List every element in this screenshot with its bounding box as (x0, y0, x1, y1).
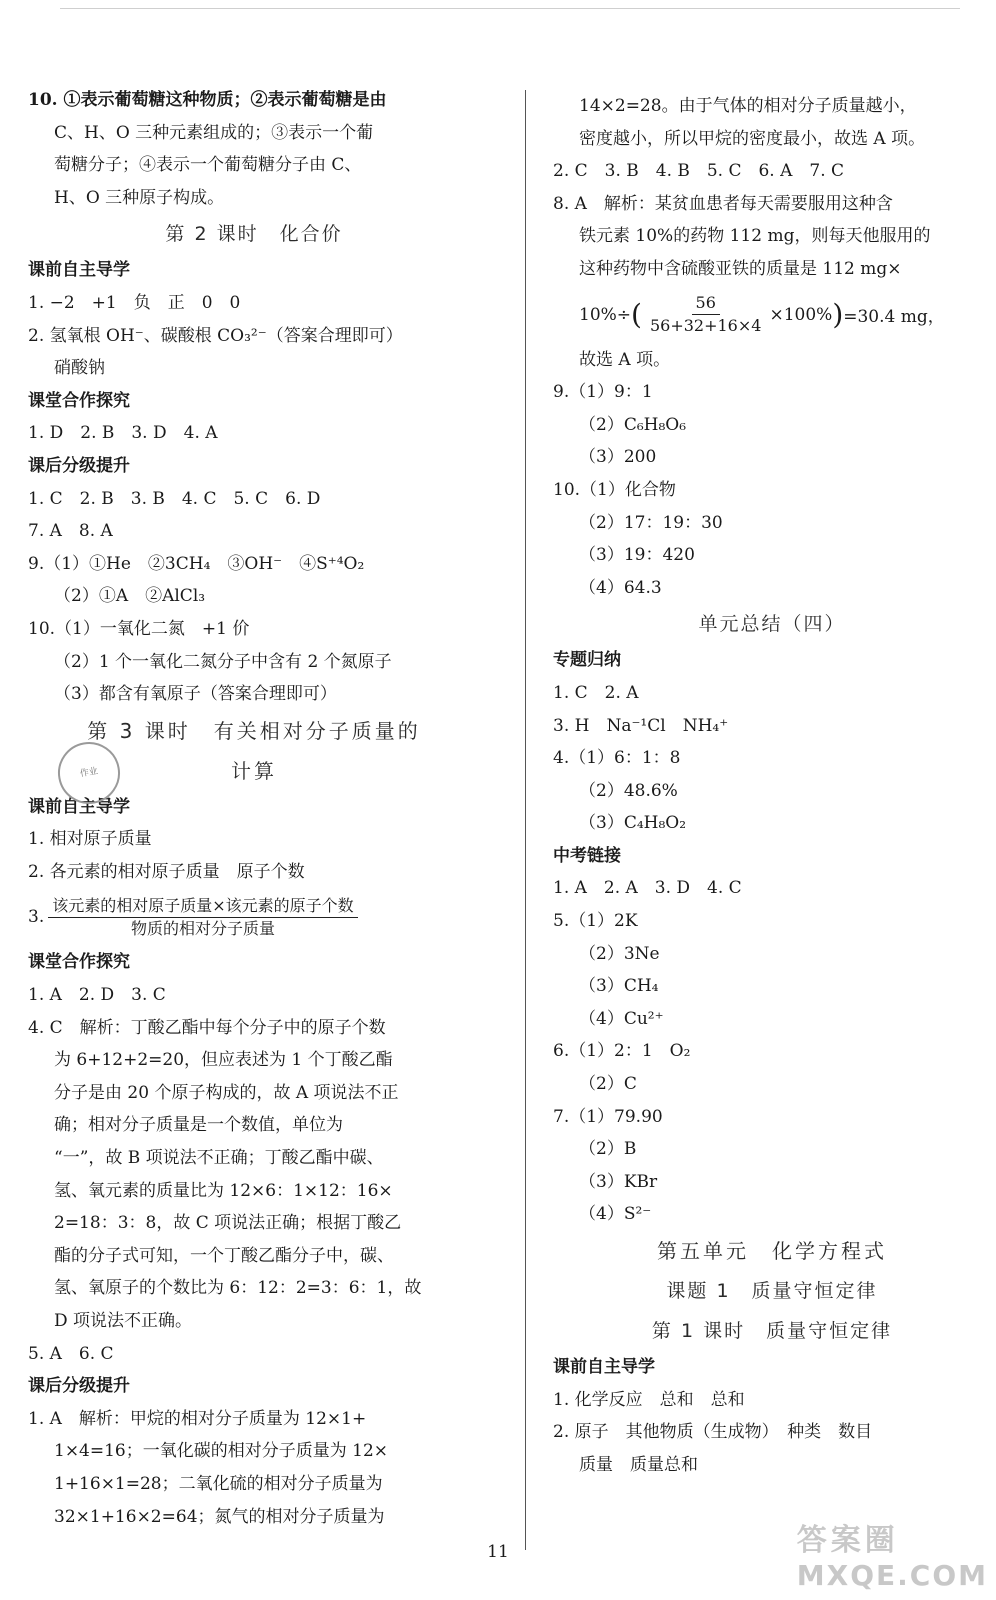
answer-line: 1. −2 +1 负 正 0 0 (28, 292, 241, 313)
answer-line: 1. A 2. D 3. C (28, 985, 166, 1006)
answer-line: 确；相对分子质量是一个数值，单位为 (54, 1115, 343, 1136)
lesson-heading: 第 3 课时 有关相对分子质量的 (87, 718, 421, 743)
answer-line: 4.（1）6：1：8 (553, 748, 681, 769)
answer-line: H、O 三种原子构成。 (54, 187, 225, 208)
answer-line: 1+16×1=28；二氧化硫的相对分子质量为 (54, 1473, 383, 1494)
section-title: 课前自主导学 (553, 1357, 655, 1377)
formula-prefix: 10%÷ (579, 304, 632, 325)
fraction (48, 895, 357, 940)
top-rule (60, 8, 960, 9)
answer-line: 1. A 2. A 3. D 4. C (553, 878, 742, 899)
answer-line: 3. H Na⁻¹Cl NH₄⁺ (553, 715, 729, 736)
left-paren: ( (631, 297, 642, 331)
answer-number: 3. (28, 907, 45, 928)
answer-line: 32×1+16×2=64；氮气的相对分子质量为 (54, 1506, 385, 1527)
fraction-answer (28, 888, 480, 946)
answer-line: （2）B (579, 1139, 637, 1160)
answer-line: （3）200 (579, 447, 657, 468)
section-title: 中考链接 (553, 845, 621, 866)
answer-line: （3）KBr (579, 1171, 658, 1192)
answer-line: （3）CH₄ (579, 976, 659, 997)
answer-line: （2）C (579, 1074, 637, 1095)
answer-line: 氢、氧元素的质量比为 12×6：1×12：16× (54, 1180, 393, 1201)
answer-line: 1. C 2. B 3. B 4. C 5. C 6. D (28, 488, 321, 509)
formula-result: =30.4 mg， (843, 307, 945, 328)
answer-line: 9.（1）9：1 (553, 382, 653, 403)
answer-line: （2）C₆H₈O₆ (579, 414, 687, 435)
answer-line: 萄糖分子；④表示一个葡萄糖分子由 C、 (54, 155, 362, 176)
section-title: 课前自主导学 (28, 796, 130, 817)
answer-line: 7.（1）79.90 (553, 1106, 663, 1127)
watermark-url: MXQE.COM (796, 1559, 988, 1592)
answer-line: 10.（1）化合物 (553, 479, 676, 500)
right-paren: ) (832, 297, 844, 331)
answer-line: 1. 相对原子质量 (28, 829, 152, 850)
answer-line: 5. A 6. C (28, 1343, 114, 1364)
topic-heading: 课题 1 质量守恒定律 (666, 1280, 878, 1302)
answer-line: （3）C₄H₈O₂ (579, 813, 687, 834)
answer-line: 分子是由 20 个原子构成的，故 A 项说法不正 (54, 1082, 399, 1103)
section-title: 课前自主导学 (28, 260, 130, 281)
answer-line: （2）48.6% (579, 780, 678, 801)
section-title: 课后分级提升 (28, 455, 130, 476)
answer-line: 6.（1）2：1 O₂ (553, 1041, 691, 1062)
answer-line: 氢、氧原子的个数比为 6：12：2=3：6：1，故 (54, 1278, 422, 1299)
section-title: 专题归纳 (553, 650, 621, 671)
fraction (646, 292, 765, 337)
answer-line: 1. C 2. A (553, 682, 639, 703)
right-column (553, 90, 991, 1481)
answer-line: 2=18：3：8，故 C 项说法正确；根据丁酸乙 (54, 1213, 402, 1234)
lesson-heading-cont: 计算 (231, 758, 277, 783)
unit-summary-heading: 单元总结（四） (698, 613, 846, 636)
answer-line: 7. A 8. A (28, 521, 113, 542)
fraction-denominator: 物质的相对分子质量 (130, 918, 275, 938)
answer-line: （2）3Ne (579, 943, 660, 964)
answer-line: 14×2=28。由于气体的相对分子质量越小， (579, 96, 917, 116)
site-watermark (797, 1515, 988, 1592)
answer-line: 5.（1）2K (553, 911, 638, 932)
left-column (28, 84, 480, 1533)
formula-suffix: ×100% (769, 304, 833, 325)
answer-line: D 项说法不正确。 (54, 1311, 193, 1331)
answer-line: （2）17：19：30 (579, 512, 723, 533)
answer-line: （3）都含有氧原子（答案合理即可） (54, 684, 337, 705)
page-number: 11 (487, 1542, 509, 1562)
answer-line: 1×4=16；一氧化碳的相对分子质量为 12× (54, 1441, 389, 1462)
answer-line: （2）1 个一氧化二氮分子中含有 2 个氮原子 (54, 651, 392, 672)
section-title: 课堂合作探究 (28, 390, 130, 411)
answer-line: 为 6+12+2=20，但应表述为 1 个丁酸乙酯 (54, 1050, 393, 1071)
section-title: 课后分级提升 (28, 1376, 130, 1397)
answer-line: “一”，故 B 项说法不正确；丁酸乙酯中碳、 (54, 1148, 384, 1169)
answer-line: （4）Cu²⁺ (579, 1008, 664, 1029)
section-title: 课堂合作探究 (28, 952, 130, 973)
answer-line: 硝酸钠 (54, 358, 105, 379)
answer-line: （4）S²⁻ (579, 1204, 652, 1225)
answer-line: 1. A 解析：甲烷的相对分子质量为 12×1+ (28, 1408, 367, 1429)
answer-line: 铁元素 10%的药物 112 mg，则每天他服用的 (579, 226, 931, 247)
answer-line: 2. 氢氧根 OH⁻、碳酸根 CO₃²⁻（答案合理即可） (28, 325, 403, 346)
answer-line: （2）①A ②AlCl₃ (54, 586, 206, 607)
lesson-heading: 第 2 课时 化合价 (165, 223, 343, 246)
answer-line: 这种药物中含硫酸亚铁的质量是 112 mg× (579, 258, 902, 279)
lesson-heading: 第 1 课时 质量守恒定律 (651, 1320, 893, 1342)
fraction-answer (553, 286, 991, 344)
answer-line: 8. A 解析：某贫血患者每天需要服用这种含 (553, 193, 893, 214)
answer-line: 4. C 解析：丁酸乙酯中每个分子中的原子个数 (28, 1017, 386, 1038)
answer-line: 质量 质量总和 (579, 1454, 698, 1475)
answer-line: （3）19：420 (579, 545, 695, 566)
answer-line: 1. 化学反应 总和 总和 (553, 1389, 745, 1410)
fraction-numerator: 56 (692, 292, 720, 315)
answer-line: 酯的分子式可知，一个丁酸乙酯分子中，碳、 (54, 1245, 394, 1266)
watermark-logo-text: 答案圈 (796, 1523, 899, 1558)
unit-heading: 第五单元 化学方程式 (657, 1239, 887, 1263)
answer-line: C、H、O 三种元素组成的；③表示一个葡 (54, 122, 374, 143)
answer-line: 10. ①表示葡萄糖这种物质；②表示葡萄糖是由 (28, 90, 387, 110)
stamp-label: 作业 (79, 766, 99, 780)
answer-line: 2. C 3. B 4. B 5. C 6. A 7. C (553, 161, 845, 182)
answer-line: 2. 各元素的相对原子质量 原子个数 (28, 861, 305, 882)
answer-line: 2. 原子 其他物质（生成物） 种类 数目 (553, 1422, 873, 1443)
answer-line: 9.（1）①He ②3CH₄ ③OH⁻ ④S⁺⁴O₂ (28, 553, 365, 574)
answer-line: 故选 A 项。 (579, 349, 671, 370)
answer-line: 10.（1）一氧化二氮 +1 价 (28, 618, 250, 639)
answer-line: （4）64.3 (579, 577, 662, 598)
fraction-denominator: 56+32+16×4 (649, 316, 762, 336)
fraction-numerator: 该元素的相对原子质量×该元素的原子个数 (48, 895, 357, 918)
answer-line: 1. D 2. B 3. D 4. A (28, 423, 218, 444)
column-divider (525, 90, 526, 1550)
answer-line: 密度越小，所以甲烷的密度最小，故选 A 项。 (579, 128, 926, 149)
